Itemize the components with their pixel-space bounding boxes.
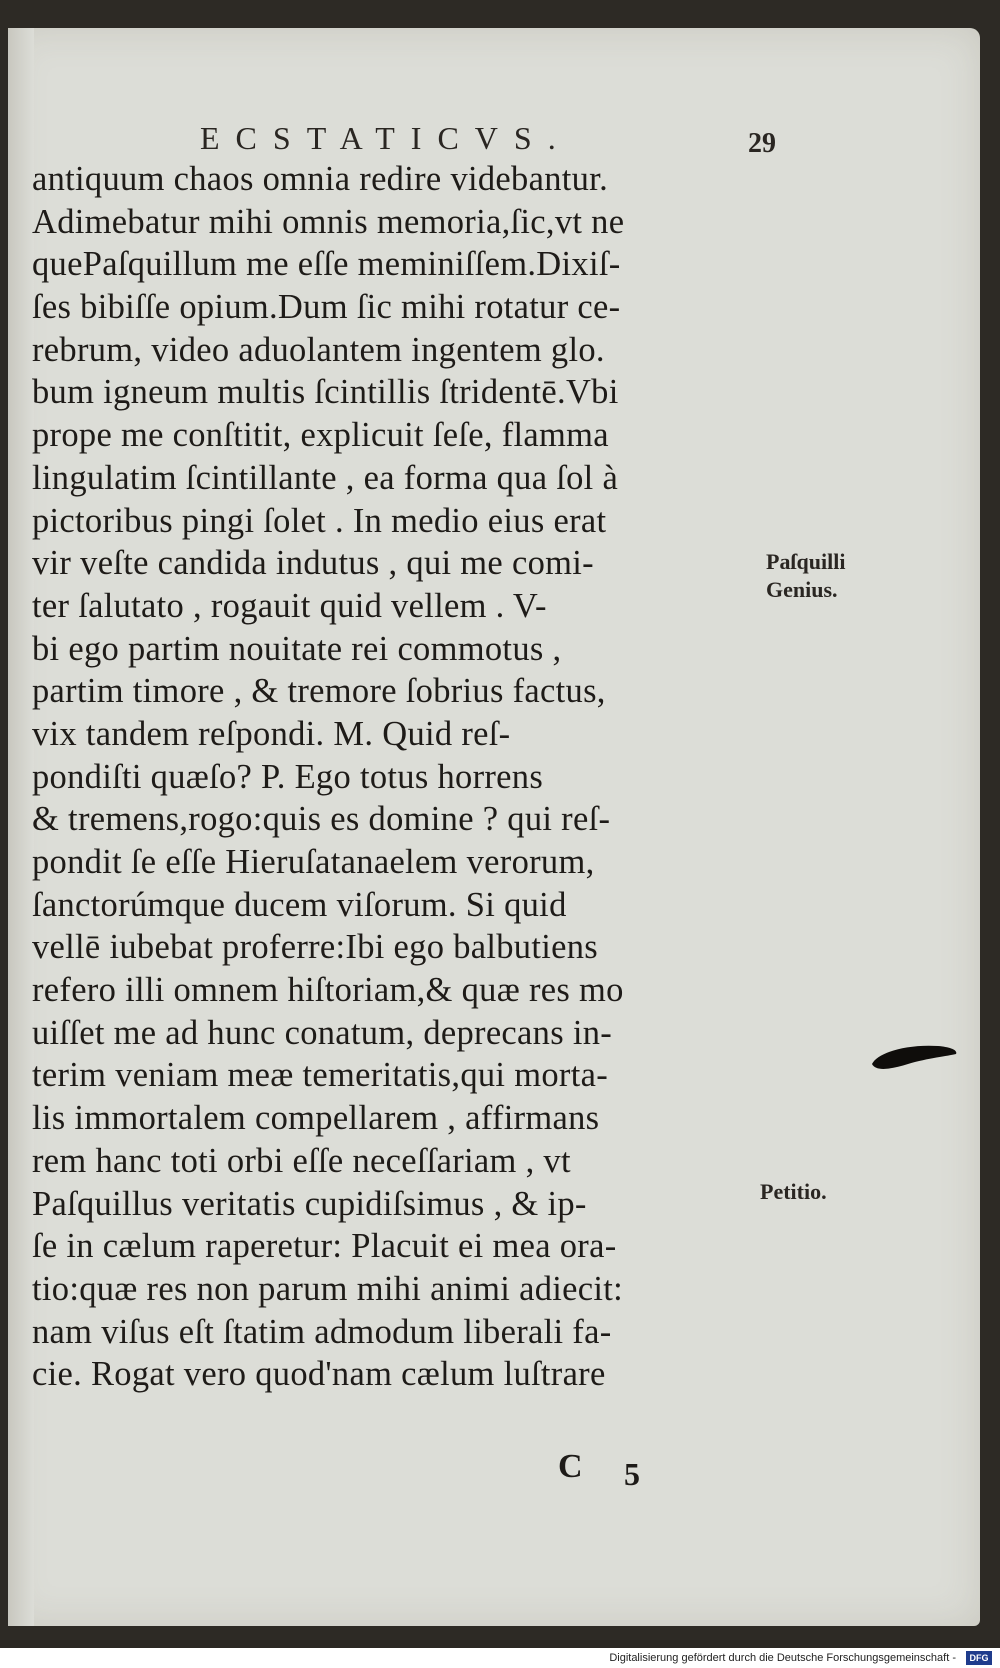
running-head: ECSTATICVS.: [200, 120, 572, 156]
text-line: antiquum chaos omnia redire videbantur.: [32, 160, 608, 198]
text-line: vix tandem reſpondi. M. Quid reſ-: [32, 714, 511, 753]
ink-blot-mark: [868, 1040, 960, 1074]
text-line: Adimebatur mihi omnis memoria,ſic,vt ne: [32, 202, 625, 241]
margin-note-genius: [766, 548, 845, 604]
body-text: [32, 158, 762, 1396]
text-line: vir veſte candida indutus , qui me comi-: [32, 544, 594, 583]
text-line: prope me conſtitit, explicuit ſeſe, flamma: [32, 416, 609, 455]
text-line: lis immortalem compellarem , affirmans: [32, 1099, 600, 1138]
text-line: bi ego partim nouitate rei commotus ,: [32, 629, 562, 668]
page-number: 29: [748, 128, 776, 159]
text-line: bum igneum multis ſcintillis ſtridentē.Vbi: [32, 373, 619, 412]
text-line: quePaſquillum me eſſe meminiſſem.Dixiſ-: [32, 245, 621, 284]
text-line: & tremens,rogo:quis es domine ? qui reſ-: [32, 800, 611, 839]
text-line: Paſquillus veritatis cupidiſsimus , & ip-: [32, 1184, 587, 1223]
margin-note-petitio: Petitio.: [760, 1179, 827, 1204]
signature-mark-letter: C: [558, 1448, 583, 1485]
text-line: pictoribus pingi ſolet . In medio eius erat: [32, 501, 607, 540]
text-line: terim veniam meæ temeritatis,qui morta-: [32, 1056, 608, 1095]
signature-mark-number: 5: [624, 1456, 640, 1492]
text-line: partim timore , & tremore ſobrius factus,: [32, 672, 606, 711]
text-line: cie. Rogat vero quod'nam cælum luſtrare: [32, 1355, 606, 1394]
text-line: nam viſus eſt ſtatim admodum liberali fa-: [32, 1312, 612, 1351]
page-gutter-shadow: [8, 28, 34, 1626]
text-line: refero illi omnem hiſtoriam,& quæ res mo: [32, 971, 624, 1010]
text-line: ſe in cælum raperetur: Placuit ei mea ora-: [32, 1227, 617, 1266]
text-line: rebrum, video aduolantem ingentem glo.: [32, 330, 605, 369]
text-line: vellē iubebat proferre:Ibi ego balbutiens: [32, 928, 599, 967]
text-line: ſes bibiſſe opium.Dum ſic mihi rotatur ce-: [32, 288, 621, 327]
text-line: pondit ſe eſſe Hieruſatanaelem verorum,: [32, 843, 595, 881]
margin-note-line: Genius.: [766, 577, 838, 602]
dfg-logo: DFG: [966, 1651, 992, 1665]
footer-credit: Digitalisierung gefördert durch die Deutsche Forschungsgemeinschaft -: [609, 1652, 956, 1664]
text-line: pondiſti quæſo? P. Ego totus horrens: [32, 757, 544, 796]
text-line: rem hanc toti orbi eſſe neceſſariam , vt: [32, 1141, 571, 1180]
margin-note-line: Paſquilli: [766, 549, 846, 574]
text-line: ter ſalutato , rogauit quid vellem . V-: [32, 586, 547, 625]
text-line: tio:quæ res non parum mihi animi adiecit:: [32, 1269, 624, 1308]
text-line: uiſſet me ad hunc conatum, deprecans in-: [32, 1013, 613, 1052]
text-line: lingulatim ſcintillante , ea forma qua ſol à: [32, 458, 619, 497]
page-header: [200, 120, 800, 160]
text-line: ſanctorúmque ducem viſorum. Si quid: [32, 885, 567, 924]
